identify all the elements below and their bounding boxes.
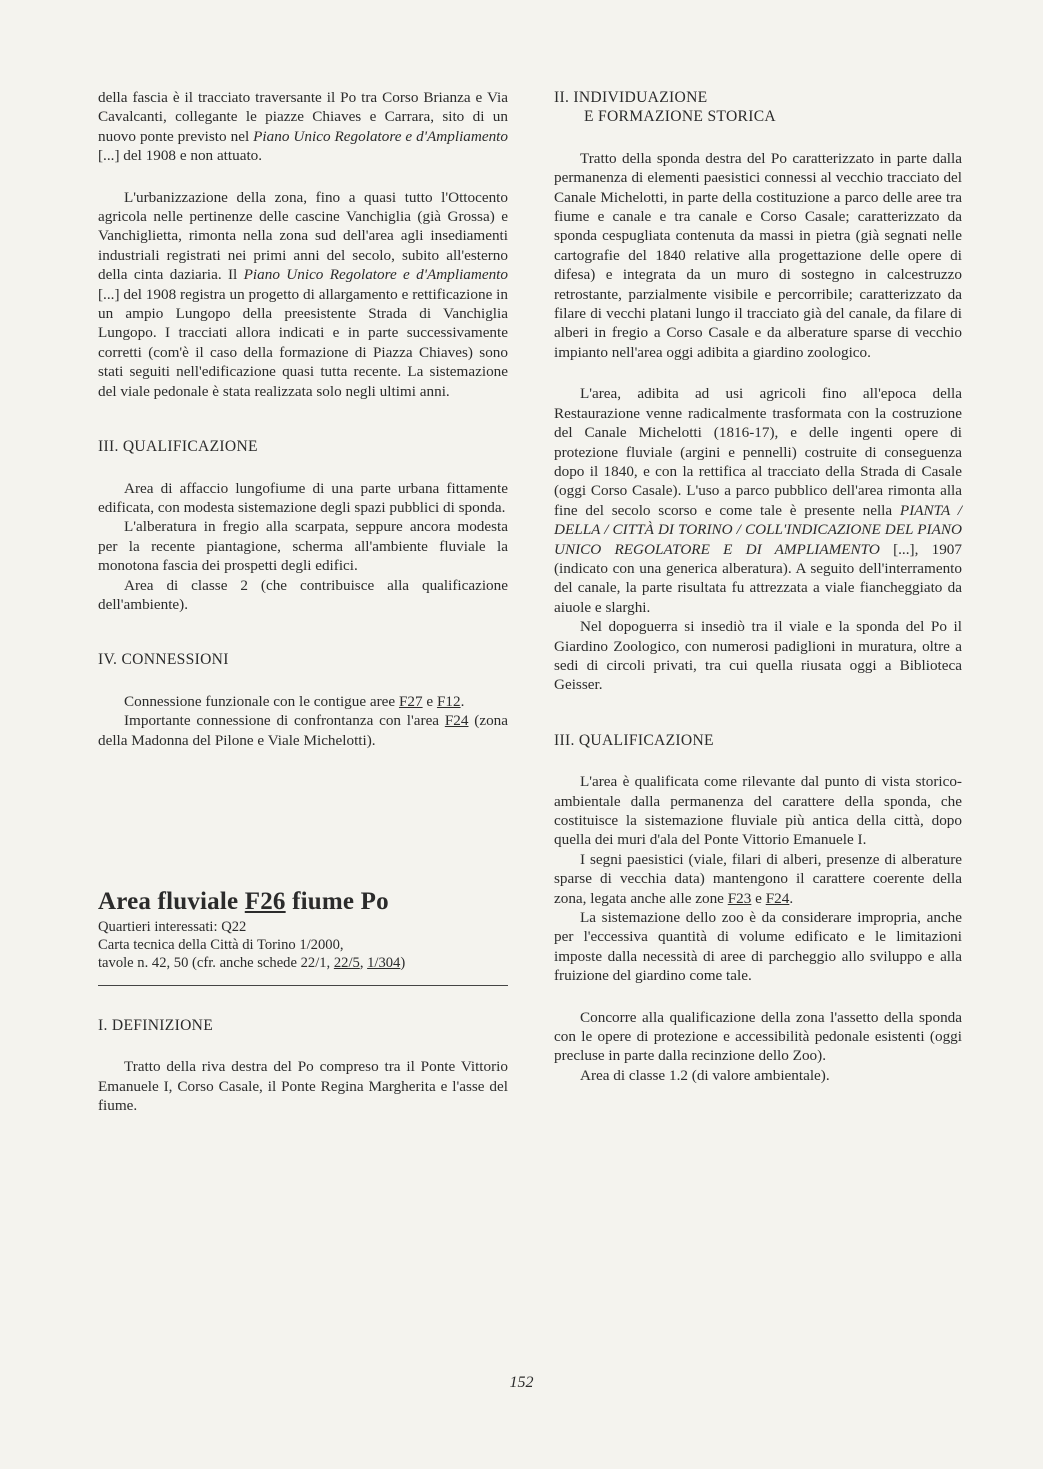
paragraph: La sistemazione dello zoo è da considerare impropria, anche per l'eccessiva quantità di volume edificato e le limitazioni imposte dalla necessità di aree di parcheggio allo sviluppo e alla fruizione del giardino come tale.: [554, 909, 962, 985]
paragraph: Tratto della riva destra del Po compreso tra il Ponte Vittorio Emanuele I, Corso Casale, il Ponte Regina Margherita e l'asse del fiume.: [98, 1058, 508, 1114]
area-title: Area fluviale F26 fiume Po: [98, 887, 389, 915]
paragraph: L'area, adibita ad usi agricoli fino all'epoca della Restaurazione venne radicalmente trasformata con la costruzione del Canale Michelotti (1816-17), e delle ingenti opere di protezione fluviale (argini e pennelli) costruite di conseguenza dopo il 1840, e con la rettifica al tracciato della Strada di Casale (oggi Corso Casale). L'uso a parco pubblico dell'area rimonta alla fine del secolo scorso e come tale è presente nella PIANTA / DELLA / CITTÀ DI TORINO / COLL'INDICAZIONE DEL PIANO UNICO REGOLATORE E DI AMPLIAMENTO [...], 1907 (indicato con una generica alberatura). A seguito dell'interramento del canale, la parte risultata fu attrezzata a viale fiancheggiato da aiuole e slarghi.: [554, 385, 962, 616]
area-link-f12[interactable]: F12: [436, 692, 461, 710]
left-column: [98, 88, 508, 1115]
area-link-f23[interactable]: F23: [727, 889, 752, 907]
quartieri-line: Quartieri interessati: Q22: [98, 919, 247, 936]
area-link-f24[interactable]: F24: [444, 712, 469, 730]
paragraph: Tratto della sponda destra del Po caratterizzato in parte dalla permanenza di elementi paesistici connessi al vecchio tracciato del Canale Michelotti, in parte della costituzione a parco delle aree tra fiume e canale e tra canale e Corso Casale; caratterizzato da sponda cespugliata contenuta da massi in pietra (già segnati nelle cartografie del 1840 relative alla progettazione delle opere di difesa) e integrata da un muro di sostegno in calcestruzzo retrostante, parzialmente visibile e percorribile; caratterizzato da filare di vecchi platani lungo il tracciato già del canale, da filare di alberi in fregio a Corso Casale e da alberature sparse di vecchio impianto nell'area oggi adibita a giardino zoologico.: [554, 149, 962, 361]
paragraph: Nel dopoguerra si insediò tra il viale e la sponda del Po il Giardino Zoologico, con numerosi padiglioni in muratura, oltre a sedi di circoli privati, tra cui quella riusata oggi a Biblioteca Geisser.: [554, 618, 962, 694]
section-heading-qualificazione: III. QUALIFICAZIONE: [98, 438, 258, 456]
area-header: [98, 887, 508, 986]
paragraph: Area di classe 2 (che contribuisce alla qualificazione dell'ambiente).: [98, 576, 508, 613]
paragraph: Connessione funzionale con le contigue aree F27 e F12.: [124, 692, 465, 710]
paragraph: L'urbanizzazione della zona, fino a quasi tutto l'Ottocento agricola nelle pertinenze delle cascine Vanchiglia (già Grossa) e Vanchiglietta, rimonta nella zona sud dell'area agli insediamenti industriali registrati nei primi anni del secolo, subito all'esterno della cinta daziaria. Il Piano Unico Regolatore e d'Ampliamento [...] del 1908 registra un progetto di allargamento e rettificazione in un ampio Lungopo della preesistente Strada di Vanchiglia Lungopo. I tracciati allora indicati e in parte successivamente corretti (com'è il caso della formazione di Piazza Chiaves) sono stati seguiti nell'edificazione quasi tutta recente. La sistemazione del viale pedonale è stata realizzata solo negli ultimi anni.: [98, 188, 508, 400]
paragraph: L'alberatura in fregio alla scarpata, seppure ancora modesta per la recente piantagione, scherma all'ambiente fluviale la monotona fascia dei prospetti degli edifici.: [98, 518, 508, 575]
paragraph: Area di affaccio lungofiume di una parte urbana fittamente edificata, con modesta sistemazione degli spazi pubblici di sponda.: [98, 479, 508, 516]
paragraph: Area di classe 1.2 (di valore ambientale).: [580, 1066, 830, 1084]
area-link-f27[interactable]: F27: [398, 692, 423, 710]
carta-line: Carta tecnica della Città di Torino 1/2000,: [98, 937, 344, 954]
page-number: 152: [509, 1374, 534, 1391]
paragraph: I segni paesistici (viale, filari di alberi, presenze di alberature sparse di vecchia data) mantengono il carattere coerente della zona, legata anche alle zone F23 e F24.: [554, 850, 962, 907]
section-heading-definizione: I. DEFINIZIONE: [98, 1016, 214, 1034]
paragraph: Importante connessione di confrontanza con l'area F24 (zona della Madonna del Pilone e Viale Michelotti).: [98, 712, 508, 749]
paragraph: L'area è qualificata come rilevante dal punto di vista storico-ambientale dalla permanenza del carattere della sponda, che costituisce la sistemazione fluviale più antica della città, dopo quella dei muri d'ala del Ponte Vittorio Emanuele I.: [554, 773, 962, 849]
scheda-link-22-5[interactable]: 22/5: [333, 954, 360, 971]
section-heading-formazione: E FORMAZIONE STORICA: [584, 108, 776, 126]
paragraph: Concorre alla qualificazione della zona l'assetto della sponda con le opere di protezione e accessibilità pedonale esistenti (oggi precluse in parte dalla recinzione dello Zoo).: [554, 1008, 962, 1065]
section-heading-qualificazione-right: III. QUALIFICAZIONE: [554, 731, 714, 749]
section-heading-connessioni: IV. CONNESSIONI: [98, 651, 229, 669]
section-heading-individuazione: II. INDIVIDUAZIONE: [554, 89, 708, 106]
scheda-link-1-304[interactable]: 1/304: [367, 954, 401, 971]
tavole-line: tavole n. 42, 50 (cfr. anche schede 22/1, 22/5, 1/304): [98, 954, 406, 971]
area-link-f24-right[interactable]: F24: [765, 889, 790, 907]
right-column: [554, 88, 962, 1085]
paragraph: della fascia è il tracciato traversante il Po tra Corso Brianza e Via Cavalcanti, collegante le piazze Chiaves e Carrara, sito di un nuovo ponte previsto nel Piano Unico Regolatore e d'Ampliamento [...] del 1908 e non attuato.: [98, 89, 508, 165]
